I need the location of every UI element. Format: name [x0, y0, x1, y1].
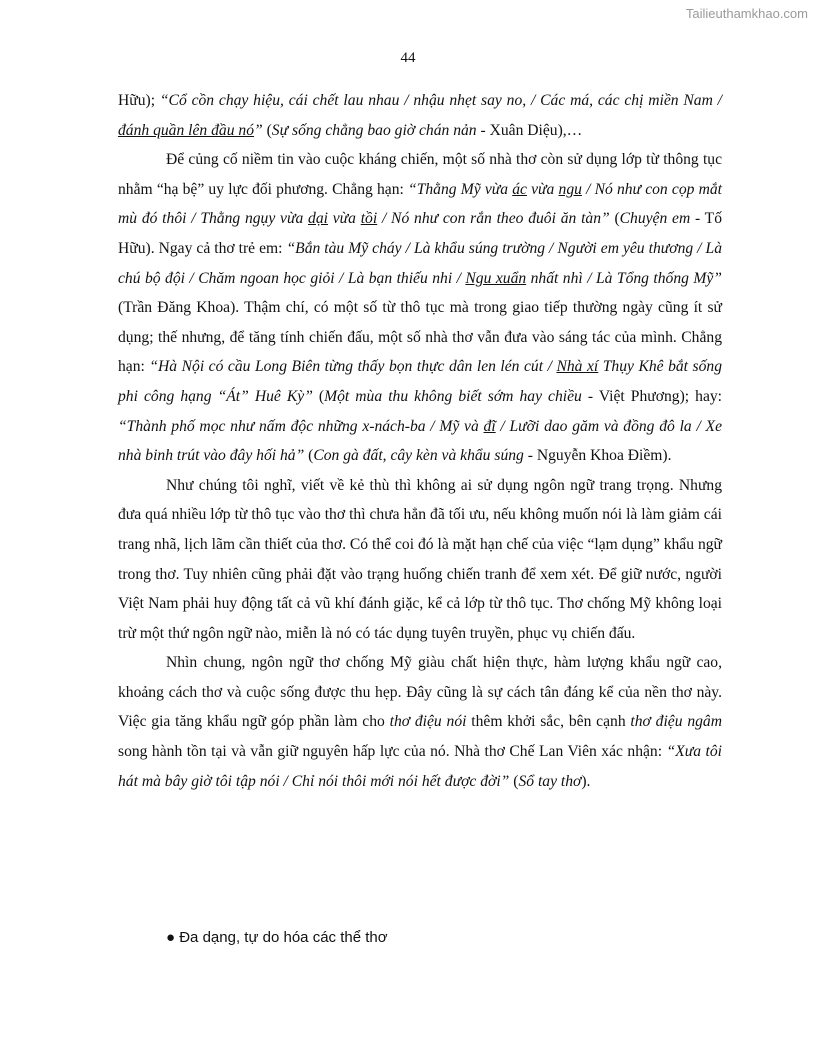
text-segment: nhất nhì / Là Tổng thống Mỹ”	[526, 269, 722, 287]
text-segment: / Nó như con cọp mắt mù đó thôi / Thằng ngụy vừa	[118, 180, 722, 228]
text-segment: Sổ tay thơ	[518, 772, 582, 790]
text-segment: ”	[254, 121, 263, 139]
text-segment: Một mùa thu không biết sớm hay chiều	[324, 387, 582, 405]
text-segment: ngu	[558, 180, 582, 198]
document-body	[118, 86, 722, 796]
text-segment: “Thằng Mỹ vừa	[408, 180, 513, 198]
text-segment: thơ điệu ngâm	[630, 713, 722, 731]
text-segment: Con gà đất, cây kèn và khẩu súng	[313, 447, 524, 465]
paragraph-summary: Nhìn chung, ngôn ngữ thơ chống Mỹ giàu chất hiện thực, hàm lượng khẩu ngữ cao, khoảng cách thơ và cuộc sống được thu hẹp. Đây cũng là sự cách tân đáng kể của nền thơ này. Việc gia tăng khẩu ngữ góp phần làm cho thơ điệu nói thêm khởi sắc, bên cạnh thơ điệu ngâm song hành tồn tại và vẫn giữ nguyên hấp lực của nó. Nhà thơ Chế Lan Viên xác nhận: “Xưa tôi hát mà bây giờ tôi tập nói / Chỉ nói thôi mới nói hết được đời” (Sổ tay thơ).	[118, 654, 722, 790]
watermark: Tailieuthamkhao.com	[685, 6, 808, 21]
section-bullet-heading: ● Đa dạng, tự do hóa các thể thơ	[166, 929, 388, 946]
text-segment: Thụy Khê bắt sống phi công hạng “Át” Huê Kỳ”	[118, 358, 722, 405]
text-segment: “Xưa tôi hát mà bây giờ tôi tập nói / Chỉ nói thôi mới nói hết được đời”	[118, 743, 722, 790]
paragraph-vulgar-words: Để củng cố niềm tin vào cuộc kháng chiến, một số nhà thơ còn sử dụng lớp từ thông tục nhằm “hạ bệ” uy lực đối phương. Chẳng hạn: “Thằng Mỹ vừa ác vừa ngu / Nó như con cọp mắt mù đó thôi / Thằng ngụy vừa dại vừa tồi / Nó như con rắn theo đuôi ăn tàn” (Chuyện em - Tố Hữu). Ngay cả thơ trẻ em: “Bắn tàu Mỹ cháy / Là khẩu súng trường / Người em yêu thương / Là chú bộ đội / Chăm ngoan học giỏi / Là bạn thiếu nhi / Ngu xuẩn nhất nhì / Là Tổng thống Mỹ” (Trần Đăng Khoa). Thậm chí, có một số từ thô tục mà trong giao tiếp thường ngày cũng ít sử dụng; thế nhưng, để tăng tính chiến đấu, một số nhà thơ vẫn đưa vào sáng tác của mình. Chẳng hạn: “Hà Nội có cầu Long Biên từng thấy bọn thực dân len lén cút / Nhà xí Thụy Khê bắt sống phi công hạng “Át” Huê Kỳ” (Một mùa thu không biết sớm hay chiều - Việt Phương); hay: “Thành phố mọc như nấm độc những x-nách-ba / Mỹ và đĩ / Lưỡi dao găm và đồng đô la / Xe nhà binh trút vào đây hối hả” (Con gà đất, cây kèn và khẩu súng - Nguyễn Khoa Điềm).	[118, 151, 723, 465]
text-segment: ác	[512, 180, 527, 198]
text-segment: thơ điệu nói	[389, 713, 467, 731]
text-segment: “Cổ cồn chạy hiệu, cái chết lau nhau / nhậu nhẹt say no, / Các má, các chị miền Nam /	[159, 92, 722, 109]
text-segment: / Lưỡi dao găm và đồng đô la / Xe nhà binh trút vào đây hối hả”	[118, 417, 722, 465]
text-segment: / Nó như con rắn theo đuôi ăn tàn”	[377, 210, 610, 228]
text-segment: Nhà xí	[556, 358, 599, 376]
text-segment: tồi	[360, 210, 378, 228]
text-segment: vừa	[526, 180, 559, 198]
text-segment: “Thành phố mọc như nấm độc những x-nách-ba / Mỹ và	[118, 417, 484, 435]
paragraph-continuation: Hữu); “Cổ cồn chạy hiệu, cái chết lau nhau / nhậu nhẹt say no, / Các má, các chị miền Nam / đánh quần lên đầu nó” (Sự sống chẳng bao giờ chán nản - Xuân Diệu),…	[118, 92, 722, 139]
text-segment: dại	[308, 210, 328, 228]
text-segment: “Bắn tàu Mỹ cháy / Là khẩu súng trường / Người em yêu thương / Là chú bộ đội / Chăm ngoan học giỏi / Là bạn thiếu nhi /	[118, 239, 722, 287]
text-segment: vừa	[327, 210, 361, 228]
text-segment: đánh quần lên đầu nó	[118, 121, 255, 139]
text-segment: Sự sống chẳng bao giờ chán nản	[271, 121, 477, 139]
page-number: 44	[400, 50, 416, 66]
paragraph-overuse: Như chúng tôi nghĩ, viết về kẻ thù thì không ai sử dụng ngôn ngữ trang trọng. Nhưng đưa quá nhiều lớp từ thô tục vào thơ thì chưa hẳn đã tối ưu, nếu không muốn nói là làm giảm cái trang nhã, lịch lãm cần thiết của thơ. Có thể coi đó là mặt hạn chế của việc “lạm dụng” khẩu ngữ trong thơ. Tuy nhiên cũng phải đặt vào trạng huống chiến tranh để xem xét. Để giữ nước, người Việt Nam phải huy động tất cả vũ khí đánh giặc, kể cả lớp từ thô tục. Thơ chống Mỹ không loại trừ một thứ ngôn ngữ nào, miễn là nó có tác dụng tuyên truyền, phục vụ chiến đấu.	[118, 476, 722, 642]
text-segment: Chuyện em	[619, 210, 691, 228]
text-segment: Ngu xuẩn	[465, 269, 527, 287]
text-segment: đĩ	[483, 417, 496, 435]
text-segment: “Hà Nội có cầu Long Biên từng thấy bọn thực dân len lén cút /	[149, 358, 557, 376]
